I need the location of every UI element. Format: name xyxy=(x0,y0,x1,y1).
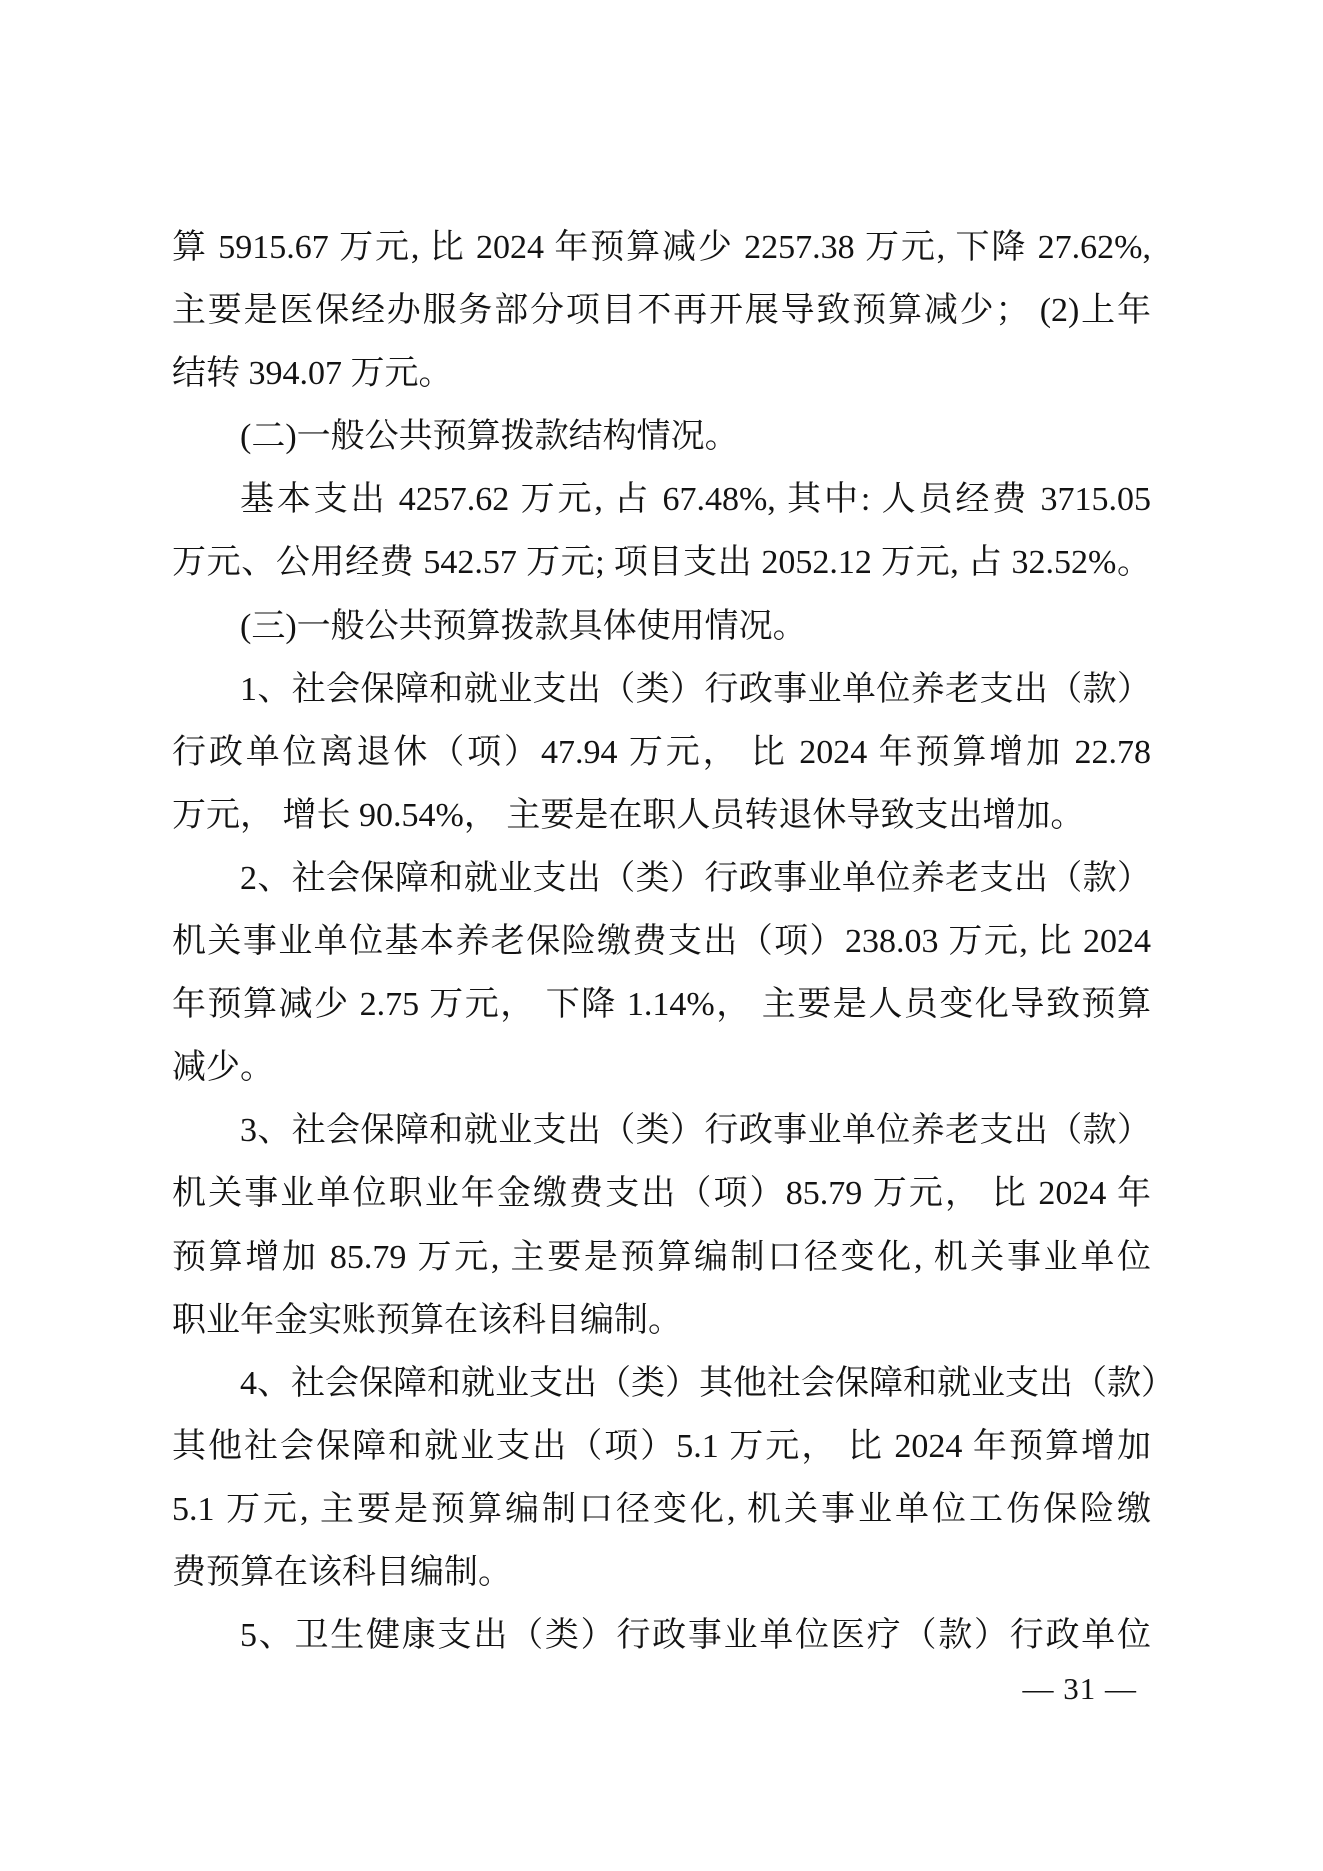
text-line: 4、社会保障和就业支出（类）其他社会保障和就业支出（款） xyxy=(240,1364,1175,1402)
text-line: 万元， 增长 90.54%， 主要是在职人员转退休导致支出增加。 xyxy=(172,796,1085,834)
text-line: 结转 394.07 万元。 xyxy=(172,355,453,393)
page-footer xyxy=(1023,1669,1138,1709)
text-line: 1、社会保障和就业支出（类）行政事业单位养老支出（款） xyxy=(240,670,1151,708)
text-line: 行政单位离退休（项）47.94 万元， 比 2024 年预算增加 22.78 xyxy=(172,733,1151,771)
text-line: 机关事业单位职业年金缴费支出（项）85.79 万元， 比 2024 年 xyxy=(172,1175,1151,1213)
text-line: 职业年金实账预算在该科目编制。 xyxy=(172,1301,682,1339)
text-line: 万元、公用经费 542.57 万元; 项目支出 2052.12 万元, 占 32.52%。 xyxy=(172,544,1151,582)
text-line: 预算增加 85.79 万元, 主要是预算编制口径变化, 机关事业单位 xyxy=(172,1238,1151,1276)
text-line: 算 5915.67 万元, 比 2024 年预算减少 2257.38 万元, 下降 27.62%, xyxy=(172,229,1151,266)
text-line: 5.1 万元, 主要是预算编制口径变化, 机关事业单位工伤保险缴 xyxy=(172,1490,1151,1528)
section-heading: (三)一般公共预算拨款具体使用情况。 xyxy=(240,607,807,645)
text-line: 机关事业单位基本养老保险缴费支出（项）238.03 万元, 比 2024 xyxy=(172,923,1151,961)
text-line: 费预算在该科目编制。 xyxy=(172,1553,512,1591)
text-line: 主要是医保经办服务部分项目不再开展导致预算减少； (2)上年 xyxy=(172,292,1151,330)
text-line: 其他社会保障和就业支出（项）5.1 万元， 比 2024 年预算增加 xyxy=(172,1427,1151,1465)
text-line: 5、卫生健康支出（类）行政事业单位医疗（款）行政单位 xyxy=(240,1617,1151,1655)
text-line: 3、社会保障和就业支出（类）行政事业单位养老支出（款） xyxy=(240,1112,1151,1150)
page-number: — 31 — xyxy=(1022,1671,1137,1706)
text-line: 2、社会保障和就业支出（类）行政事业单位养老支出（款） xyxy=(240,859,1151,897)
text-line: 减少。 xyxy=(172,1049,274,1087)
text-line: 年预算减少 2.75 万元， 下降 1.14%， 主要是人员变化导致预算 xyxy=(172,986,1151,1024)
document-body xyxy=(172,216,1175,1667)
text-line: 基本支出 4257.62 万元, 占 67.48%, 其中: 人员经费 3715.05 xyxy=(240,481,1151,519)
section-heading: (二)一般公共预算拨款结构情况。 xyxy=(240,418,739,456)
